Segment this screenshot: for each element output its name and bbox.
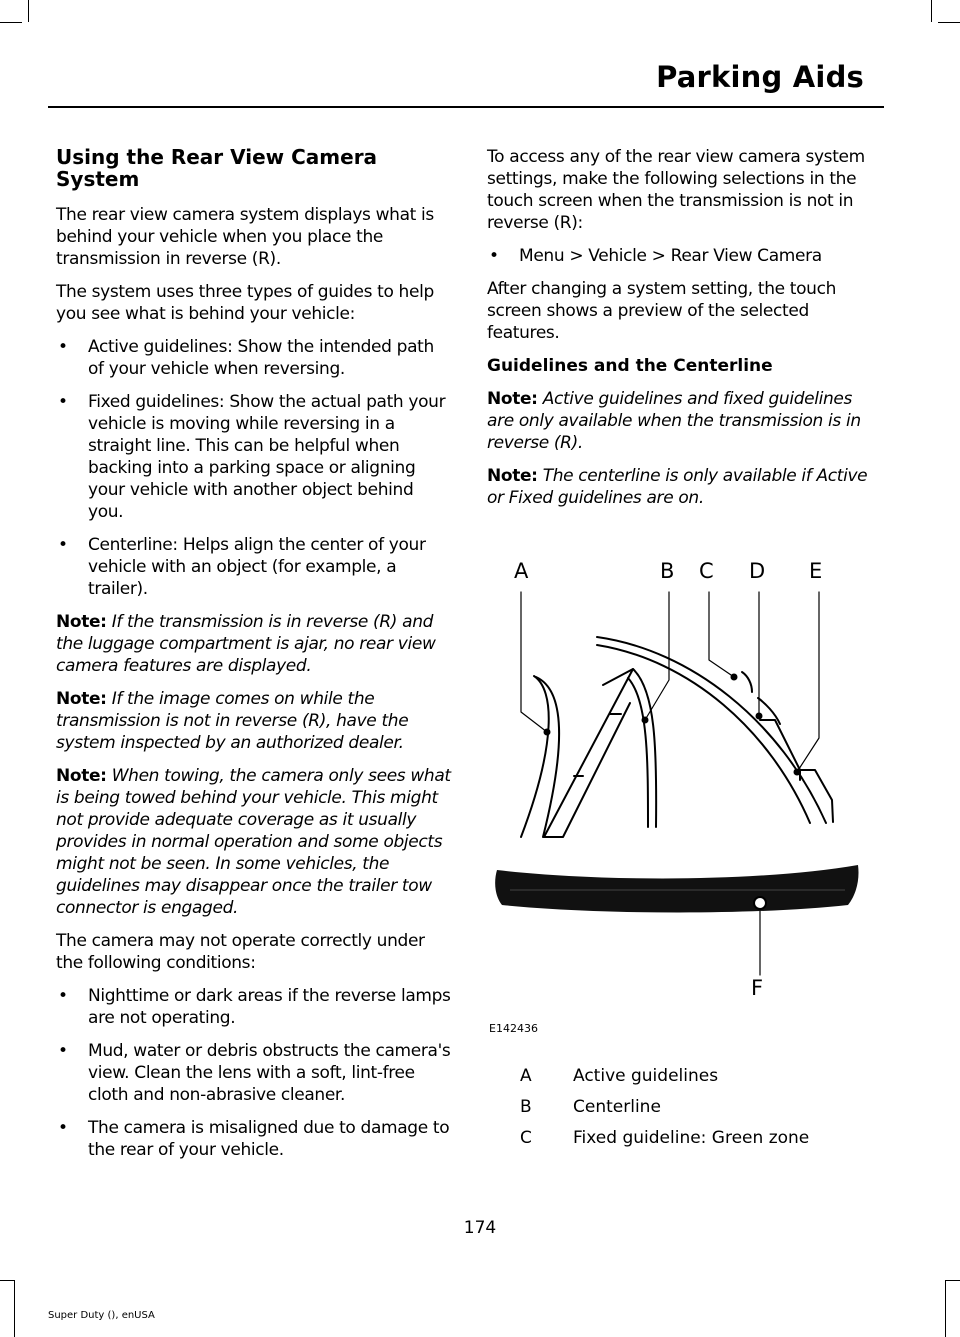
- legend-text: Active guidelines: [573, 1065, 719, 1086]
- list-item: • Mud, water or debris obstructs the camera's view. Clean the lens with a soft, lint-free cloth and non-abrasive cleaner.: [56, 1040, 451, 1106]
- note: [487, 465, 882, 509]
- list-item: • Nighttime or dark areas if the reverse lamps are not operating.: [56, 985, 451, 1029]
- callout-label-d: D: [749, 559, 766, 583]
- note-text: When towing, the camera only sees what is being towed behind your vehicle. This might not provide adequate coverage as it usually provides in normal operation and some objects might not be seen. In some vehicles, the guidelines may disappear once the trailer tow connector is engaged.: [56, 766, 451, 918]
- list-item: • Centerline: Helps align the center of your vehicle with an object (for example, a trailer).: [56, 534, 451, 600]
- guides-list: [56, 336, 451, 600]
- page-title: Parking Aids: [656, 60, 864, 94]
- crop-mark: [0, 1280, 15, 1281]
- crop-mark: [931, 0, 932, 22]
- callout-label-c: C: [699, 559, 714, 583]
- note: [56, 611, 451, 677]
- camera-guidelines-diagram: [487, 548, 887, 1048]
- crop-mark: [945, 1280, 960, 1281]
- callout-label-f: F: [751, 976, 764, 1000]
- list-item: • The camera is misaligned due to damage to the rear of your vehicle.: [56, 1117, 451, 1161]
- settings-path-list: [487, 245, 882, 267]
- right-column: [487, 146, 882, 520]
- conditions-list: [56, 985, 451, 1161]
- after-change-paragraph: After changing a system setting, the touch screen shows a preview of the selected features.: [487, 279, 837, 343]
- guides-intro: The system uses three types of guides to help you see what is behind your vehicle:: [56, 282, 434, 324]
- page-number: 174: [463, 1218, 497, 1238]
- list-item: • Active guidelines: Show the intended path of your vehicle when reversing.: [56, 336, 451, 380]
- legend-key: B: [520, 1096, 532, 1117]
- note: [56, 765, 451, 919]
- note-label: Note:: [56, 689, 107, 709]
- legend-text: Centerline: [573, 1096, 661, 1117]
- conditions-intro: The camera may not operate correctly under the following conditions:: [56, 931, 425, 973]
- legend-row: [487, 1091, 887, 1122]
- note-label: Note:: [56, 612, 107, 632]
- crop-mark: [14, 1280, 15, 1337]
- callout-line-e: [797, 592, 819, 772]
- note-text: If the image comes on while the transmission is not in reverse (R), have the system inspected by an authorized dealer.: [56, 689, 409, 753]
- fixed-guideline-left: [628, 678, 648, 827]
- rear-bumper: [495, 865, 858, 913]
- callout-label-a: A: [514, 559, 529, 583]
- settings-intro: To access any of the rear view camera system settings, make the following selections in the touch screen when the transmission is not in reverse (R):: [487, 147, 865, 233]
- list-item: • Menu > Vehicle > Rear View Camera: [487, 245, 882, 267]
- legend-row: [487, 1060, 887, 1091]
- legend-row: [487, 1122, 887, 1153]
- note-label: Note:: [487, 466, 538, 486]
- header-divider: [48, 106, 884, 108]
- subsection-heading: Guidelines and the Centerline: [487, 356, 773, 376]
- note-text: If the transmission is in reverse (R) and the luggage compartment is ajar, no rear view camera features are displayed.: [56, 612, 436, 676]
- camera-location: [754, 897, 766, 909]
- note: [487, 388, 882, 454]
- list-item: • Fixed guidelines: Show the actual path your vehicle is moving while reversing in a straight line. This can be helpful when backing into a parking space or aligning your vehicle with another object behind you.: [56, 391, 451, 523]
- fixed-guideline-right: [800, 770, 833, 822]
- legend-key: C: [520, 1127, 532, 1148]
- note-text: The centerline is only available if Active or Fixed guidelines are on.: [487, 466, 868, 508]
- note-label: Note:: [487, 389, 538, 409]
- footer-text: Super Duty (), enUSA: [48, 1310, 155, 1321]
- crop-mark: [945, 1280, 946, 1337]
- crop-mark: [938, 22, 960, 23]
- note-label: Note:: [56, 766, 107, 786]
- callout-line-c: [709, 592, 734, 677]
- legend-key: A: [520, 1065, 532, 1086]
- figure-legend: [487, 1060, 887, 1153]
- section-heading: Using the Rear View Camera System: [56, 145, 378, 191]
- note-text: Active guidelines and fixed guidelines are only available when the transmission is in reverse (R).: [487, 389, 861, 453]
- figure-code: E142436: [489, 1022, 538, 1035]
- intro-paragraph: The rear view camera system displays what is behind your vehicle when you place the transmission in reverse (R).: [56, 205, 434, 269]
- centerline: [597, 637, 826, 823]
- legend-text: Fixed guideline: Green zone: [573, 1127, 810, 1148]
- fixed-guideline-right: [742, 672, 752, 692]
- left-column: [56, 146, 451, 1172]
- callout-line-a: [521, 592, 547, 732]
- note: [56, 688, 451, 754]
- crop-mark: [0, 22, 22, 23]
- callout-label-b: B: [660, 559, 675, 583]
- callout-label-e: E: [809, 559, 823, 583]
- active-guideline: [521, 676, 549, 837]
- crop-mark: [28, 0, 29, 22]
